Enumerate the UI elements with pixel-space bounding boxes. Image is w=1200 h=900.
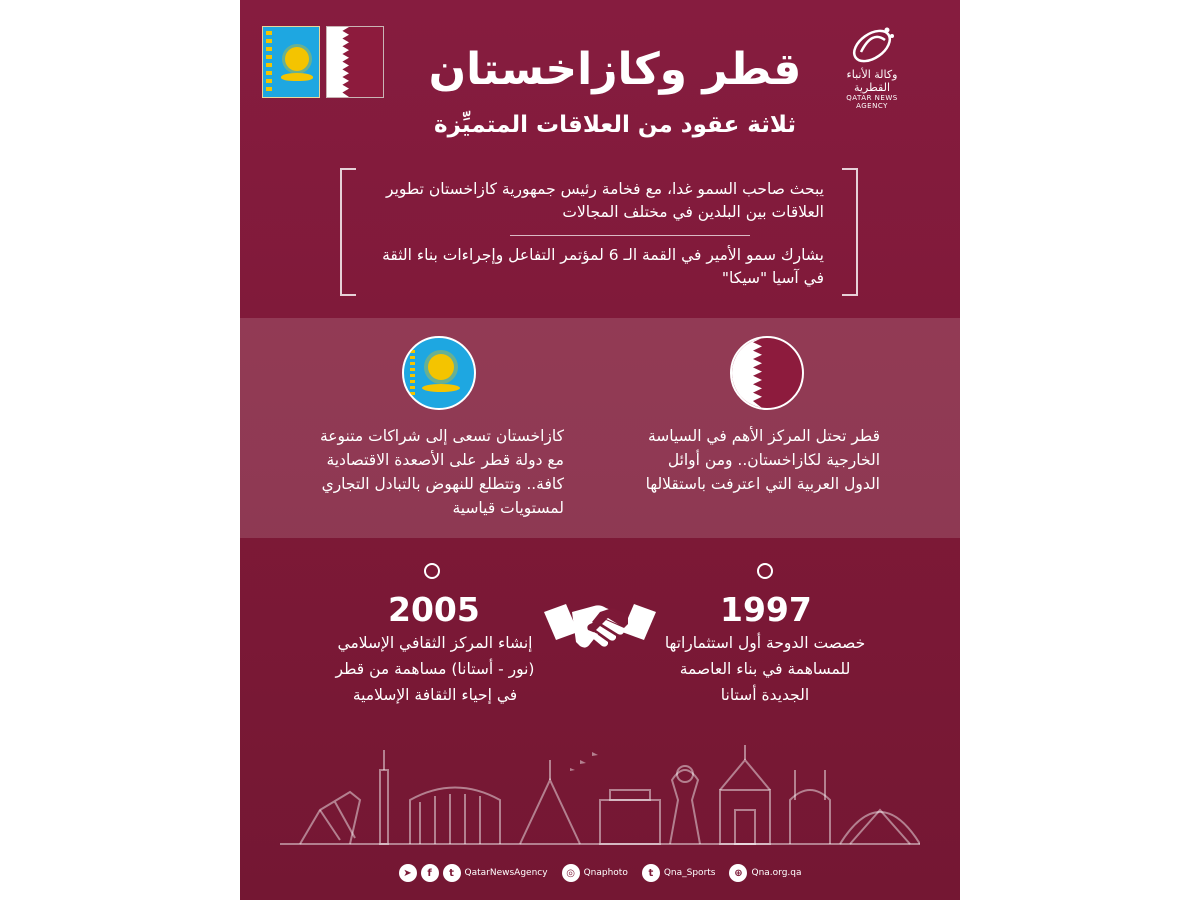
instagram-icon[interactable]: ◎ (562, 864, 580, 882)
infographic-poster (240, 0, 960, 900)
footer-website[interactable]: Qna.org.qa (751, 868, 802, 878)
intro-item-2: يشارك سمو الأمير في القمة الـ 6 لمؤتمر التفاعل وإجراءات بناء الثقة في آسيا "سيكا" (382, 246, 824, 287)
globe-icon[interactable]: ⊕ (729, 864, 747, 882)
intro-divider (510, 235, 750, 236)
timeline-ring-icon (757, 563, 773, 579)
footer-group-main (399, 864, 548, 882)
page-title: قطر وكازاخستان (428, 44, 802, 95)
kazakhstan-flag-circle-icon (402, 336, 476, 410)
timeline-ring-icon (424, 563, 440, 579)
year-1997: 1997 (720, 590, 812, 629)
twitter-icon[interactable]: t (443, 864, 461, 882)
logo-arabic-text: وكالة الأنباء القطرية (846, 68, 898, 94)
kazakhstan-statement: كازاخستان تسعى إلى شراكات متنوعة مع دولة قطر على الأصعدة الاقتصادية كافة.. وتتطلع للنهوض بالتبادل التجاري لمستويات قياسية (319, 427, 564, 517)
year-2005: 2005 (388, 590, 480, 629)
handshake-icon (542, 598, 658, 658)
footer-group-sports (642, 864, 716, 882)
footer-social-bar (240, 858, 960, 888)
footer-sports[interactable]: Qna_Sports (663, 868, 716, 878)
qatar-flag-circle-icon (730, 336, 804, 410)
qna-logo (832, 22, 912, 110)
footer-group-instagram (562, 864, 628, 882)
footer-handle[interactable]: QatarNewsAgency (464, 868, 548, 878)
intro-item-1: يبحث صاحب السمو غدا، مع فخامة رئيس جمهورية كازاخستان تطوير العلاقات بين البلدين في مختلف المجالات (386, 180, 824, 221)
qatar-statement: قطر تحتل المركز الأهم في السياسة الخارجية لكازاخستان.. ومن أوائل الدول العربية التي اعترفت باستقلالها (645, 427, 880, 493)
year-2005-text: إنشاء المركز الثقافي الإسلامي (نور - أستانا) مساهمة من قطر في إحياء الثقافة الإسلامية (335, 634, 535, 704)
kazakhstan-flag-icon (262, 26, 320, 98)
page-subtitle: ثلاثة عقود من العلاقات المتميِّزة (434, 112, 796, 138)
year-1997-text: خصصت الدوحة أول استثماراتها للمساهمة في بناء العاصمة الجديدة أستانا (664, 634, 866, 704)
logo-english-text: QATAR NEWS AGENCY (846, 94, 898, 110)
header-flags (262, 26, 384, 98)
right-bracket (842, 168, 858, 296)
twitter-icon[interactable]: t (642, 864, 660, 882)
intro-box (340, 168, 858, 296)
facebook-icon[interactable]: f (421, 864, 439, 882)
astana-skyline-illustration (280, 740, 920, 850)
qatar-flag-icon (326, 26, 384, 98)
qna-logo-icon (847, 22, 897, 66)
footer-instagram[interactable]: Qnaphoto (583, 868, 628, 878)
telegram-icon[interactable]: ➤ (399, 864, 417, 882)
left-bracket (340, 168, 356, 296)
footer-group-website (729, 864, 801, 882)
